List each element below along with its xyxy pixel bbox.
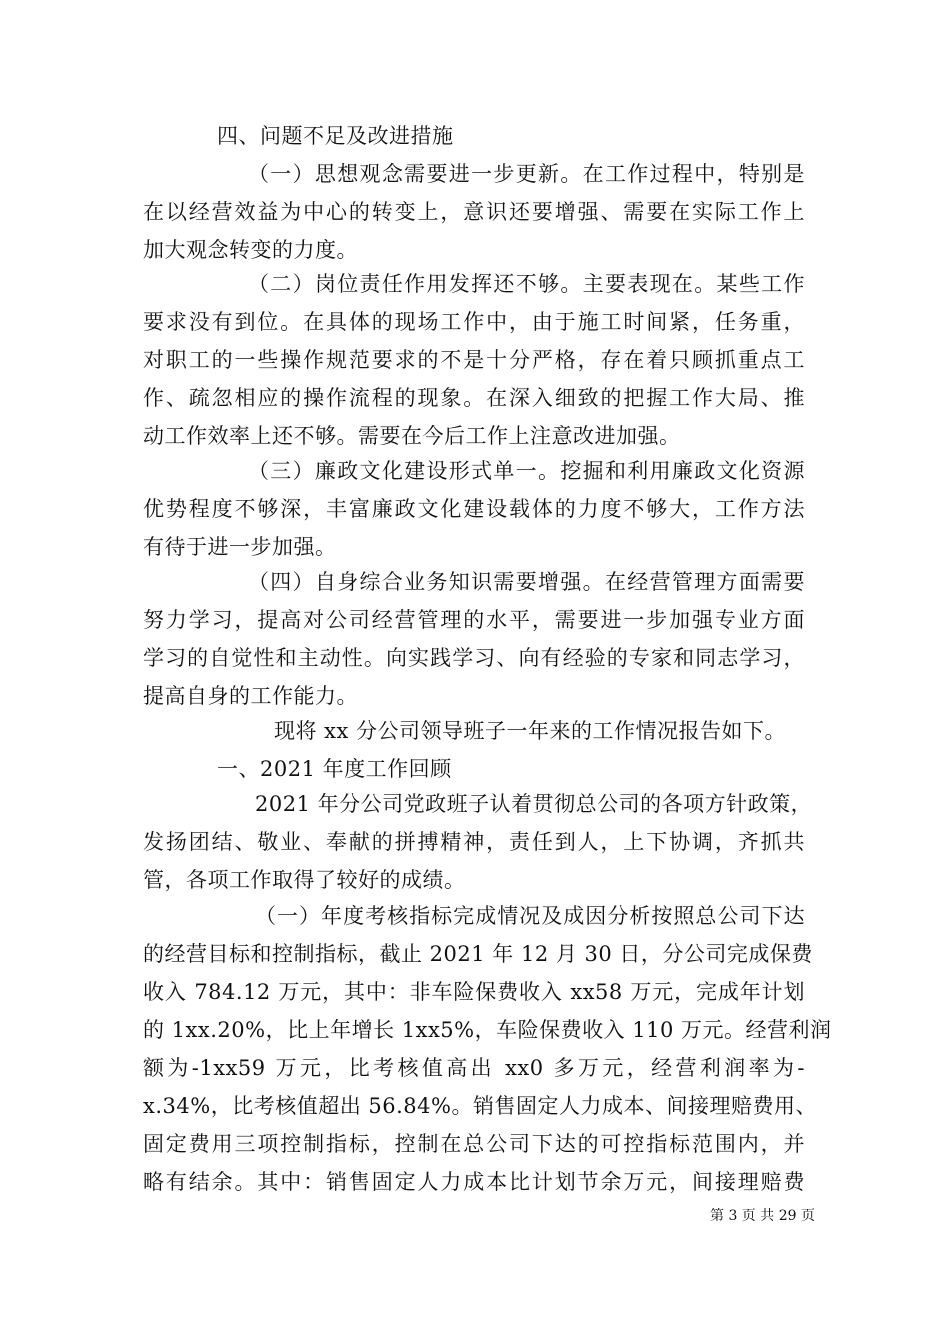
paragraph-line: （二）岗位责任作用发挥还不够。主要表现在。某些工作 [248, 272, 805, 296]
paragraph-line: 提高自身的工作能力。 [143, 684, 358, 708]
paragraph-line: 额为-1xx59 万元，比考核值高出 xx0 多万元，经营利润率为- [143, 1056, 805, 1080]
paragraph-line: 收入 784.12 万元，其中：非车险保费收入 xx58 万元，完成年计划 [143, 980, 805, 1004]
section-heading-1: 一、2021 年度工作回顾 [217, 757, 452, 781]
paragraph-line: 对职工的一些操作规范要求的不是十分严格，存在着只顾抓重点工 [143, 348, 805, 372]
paragraph-line: （一）思想观念需要进一步更新。在工作过程中，特别是 [248, 162, 805, 186]
paragraph-line: 加大观念转变的力度。 [143, 238, 358, 262]
intro-line: 现将 xx 分公司领导班子一年来的工作情况报告如下。 [274, 719, 787, 743]
paragraph-line: 作、疏忽相应的操作流程的现象。在深入细致的把握工作大局、推 [143, 386, 805, 410]
paragraph-line: 在以经营效益为中心的转变上，意识还要增强、需要在实际工作上 [143, 200, 805, 224]
paragraph-line: 发扬团结、敬业、奉献的拼搏精神，责任到人，上下协调，齐抓共 [143, 830, 805, 854]
section-heading-4: 四、问题不足及改进措施 [217, 124, 454, 148]
paragraph-line: 优势程度不够深，丰富廉政文化建设载体的力度不够大，工作方法 [143, 497, 805, 521]
paragraph-line: 固定费用三项控制指标，控制在总公司下达的可控指标范围内，并 [143, 1132, 805, 1156]
paragraph-line: 要求没有到位。在具体的现场工作中，由于施工时间紧，任务重， [143, 310, 805, 334]
paragraph-line: 的 1xx.20%，比上年增长 1xx5%，车险保费收入 110 万元。经营利润 [143, 1018, 832, 1042]
page-number-footer: 第 3 页 共 29 页 [710, 1208, 815, 1224]
paragraph-line: 动工作效率上还不够。需要在今后工作上注意改进加强。 [143, 424, 681, 448]
paragraph-line: 学习的自觉性和主动性。向实践学习、向有经验的专家和同志学习， [143, 646, 805, 670]
paragraph-line: 的经营目标和控制指标，截止 2021 年 12 月 30 日，分公司完成保费 [143, 942, 813, 966]
paragraph-line: 2021 年分公司党政班子认着贯彻总公司的各项方针政策， [255, 792, 813, 816]
paragraph-line: 努力学习，提高对公司经营管理的水平，需要进一步加强专业方面 [143, 608, 805, 632]
paragraph-line: x.34%，比考核值超出 56.84%。销售固定人力成本、间接理赔费用、 [143, 1094, 817, 1118]
paragraph-line: 管，各项工作取得了较好的成绩。 [143, 868, 466, 892]
paragraph-line: （一）年度考核指标完成情况及成因分析按照总公司下达 [255, 904, 805, 928]
paragraph-line: （三）廉政文化建设形式单一。挖掘和利用廉政文化资源 [248, 459, 805, 483]
paragraph-line: 有待于进一步加强。 [143, 535, 337, 559]
paragraph-line: 略有结余。其中：销售固定人力成本比计划节余万元，间接理赔费 [143, 1170, 805, 1194]
paragraph-line: （四）自身综合业务知识需要增强。在经营管理方面需要 [248, 570, 805, 594]
